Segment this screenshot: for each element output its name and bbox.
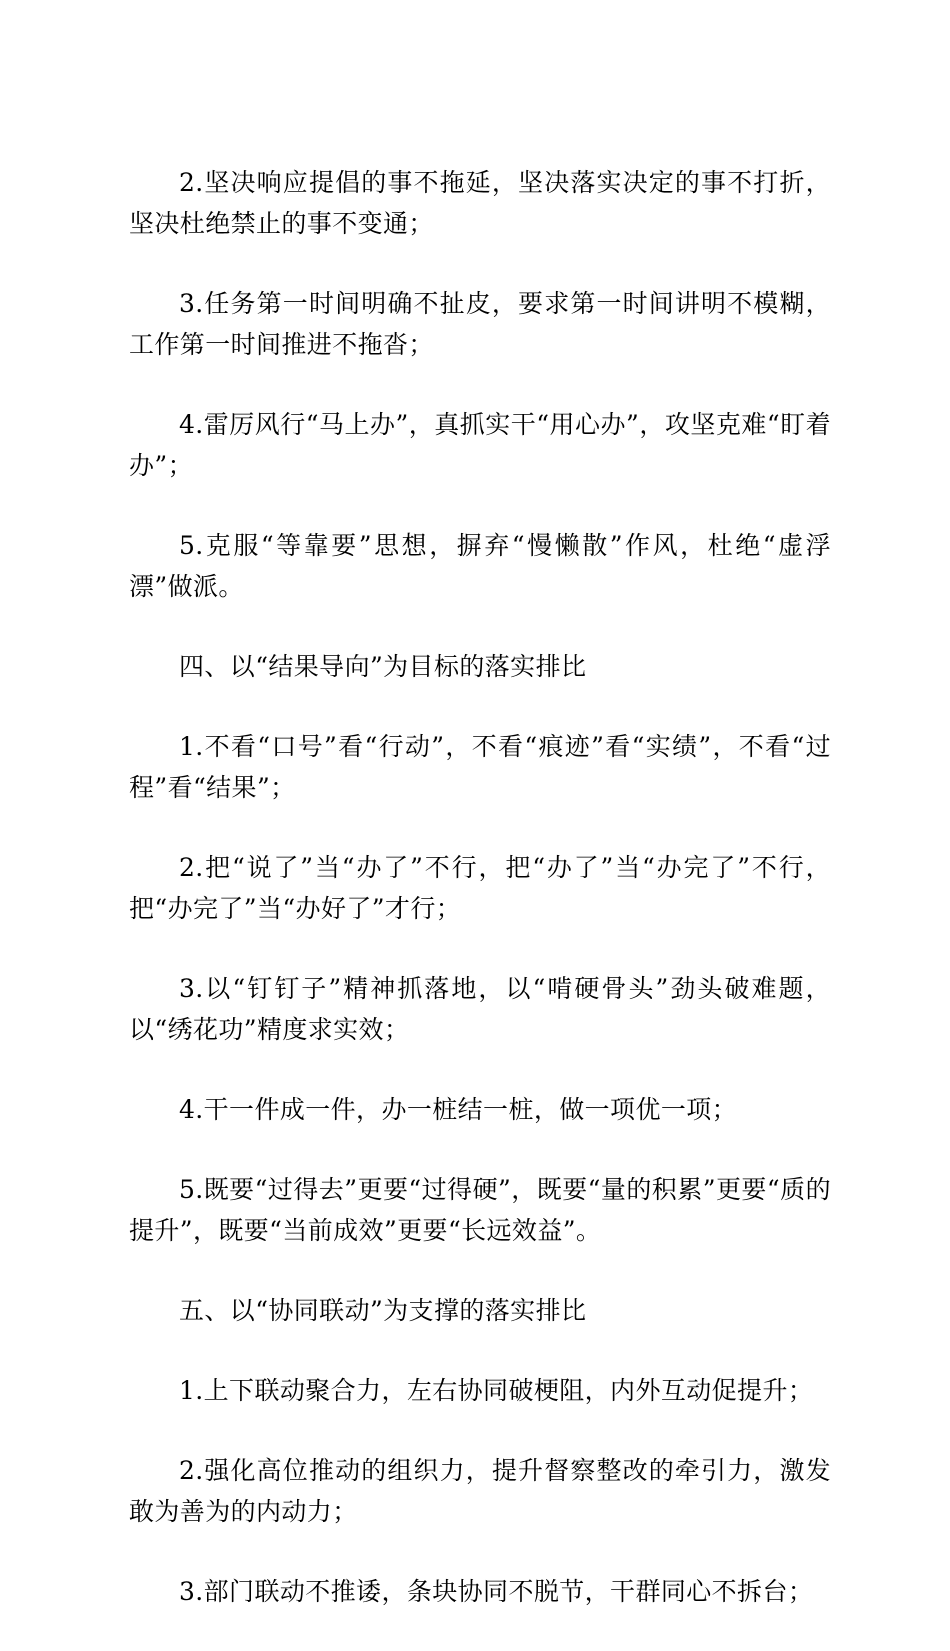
list-item: 2.强化高位推动的组织力，提升督察整改的牵引力，激发敢为善为的内动力； xyxy=(129,1456,831,1526)
list-item: 2.坚决响应提倡的事不拖延，坚决落实决定的事不打折，坚决杜绝禁止的事不变通； xyxy=(129,168,831,238)
list-item: 3.部门联动不推诿，条块协同不脱节，干群同心不拆台； xyxy=(179,1577,814,1606)
list-item: 3.以“钉钉子”精神抓落地，以“啃硬骨头”劲头破难题，以“绣花功”精度求实效； xyxy=(129,974,831,1044)
list-item: 1.不看“口号”看“行动”，不看“痕迹”看“实绩”，不看“过程”看“结果”； xyxy=(129,732,831,802)
section-heading: 四、以“结果导向”为目标的落实排比 xyxy=(179,652,587,681)
list-item: 5.既要“过得去”更要“过得硬”，既要“量的积累”更要“质的提升”，既要“当前成效”更要“长远效益”。 xyxy=(129,1175,831,1245)
document-body xyxy=(129,162,831,1651)
list-item: 1.上下联动聚合力，左右协同破梗阻，内外互动促提升； xyxy=(179,1376,814,1405)
section-heading: 五、以“协同联动”为支撑的落实排比 xyxy=(179,1296,587,1325)
list-item: 4.雷厉风行“马上办”，真抓实干“用心办”，攻坚克难“盯着办”； xyxy=(129,410,831,480)
list-item: 5.克服“等靠要”思想，摒弃“慢懒散”作风，杜绝“虚浮漂”做派。 xyxy=(129,531,831,601)
list-item: 3.任务第一时间明确不扯皮，要求第一时间讲明不模糊，工作第一时间推进不拖沓； xyxy=(129,289,831,359)
list-item: 2.把“说了”当“办了”不行，把“办了”当“办完了”不行，把“办完了”当“办好了”才行； xyxy=(129,853,831,923)
list-item: 4.干一件成一件，办一桩结一桩，做一项优一项； xyxy=(179,1095,738,1124)
